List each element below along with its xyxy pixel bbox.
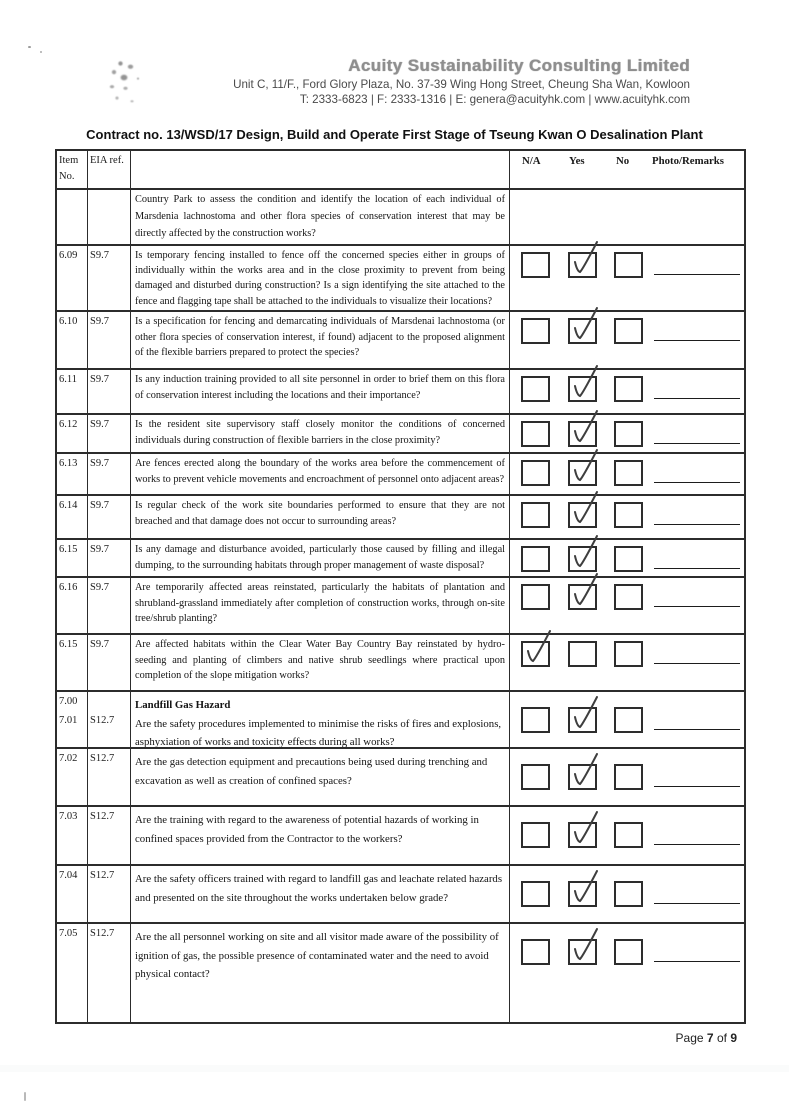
question-cell: Is any induction training provided to all site personnel in order to brief them on this flora of conservation interest including the locations and their importance? xyxy=(131,370,510,413)
no-checkbox xyxy=(614,822,643,848)
item-no-cell: 7.03 xyxy=(57,807,88,864)
na-checkbox xyxy=(521,376,550,402)
scan-artifact xyxy=(28,46,31,48)
checklist-row xyxy=(57,692,744,749)
item-no-cell: 7.04 xyxy=(57,866,88,922)
yes-checkbox xyxy=(568,376,597,402)
no-column-label: No xyxy=(616,155,630,167)
remarks-line xyxy=(654,443,740,444)
yes-checkbox xyxy=(568,764,597,790)
scan-artifact xyxy=(0,1065,789,1072)
response-cell xyxy=(510,924,743,1022)
checklist-row xyxy=(57,578,744,635)
checklist-row xyxy=(57,924,744,1022)
contract-title: Contract no. 13/WSD/17 Design, Build and Operate First Stage of Tseung Kwan O Desalination Plant xyxy=(86,127,703,142)
question-cell: Are the gas detection equipment and precautions being used during trenching and excavation as well as creation of confined spaces? xyxy=(131,749,510,805)
na-checkbox xyxy=(521,822,550,848)
na-checkbox xyxy=(521,881,550,907)
section-heading: Landfill Gas Hazard xyxy=(135,699,231,711)
eia-ref-cell: S12.7 xyxy=(88,866,131,922)
tick-mark-icon xyxy=(568,694,602,732)
response-cell xyxy=(510,635,743,690)
tick-mark-icon xyxy=(568,809,602,847)
no-checkbox xyxy=(614,376,643,402)
tick-mark-icon xyxy=(568,408,602,446)
tick-mark-icon xyxy=(568,926,602,964)
tick-mark-icon xyxy=(568,489,602,527)
yes-checkbox xyxy=(568,881,597,907)
question-cell: Is a specification for fencing and demarcating individuals of Marsdenai lachnostoma (or other flora species of conservation interest, if found) adjacent to the proposed alignment of the flexible barriers prepared to protect the species? xyxy=(131,312,510,368)
yes-checkbox xyxy=(568,641,597,667)
table-header-row xyxy=(57,151,744,190)
remarks-line xyxy=(654,903,740,904)
remarks-line xyxy=(654,606,740,607)
remarks-line xyxy=(654,729,740,730)
item-no-cell: 6.13 xyxy=(57,454,88,494)
scan-artifact xyxy=(24,1092,26,1101)
checklist-row xyxy=(57,370,744,415)
no-checkbox xyxy=(614,460,643,486)
checklist-row xyxy=(57,312,744,370)
checklist-row xyxy=(57,246,744,312)
company-contact: T: 2333-6823 | F: 2333-1316 | E: genera@acuityhk.com | www.acuityhk.com xyxy=(299,93,690,106)
yes-checkbox xyxy=(568,502,597,528)
question-cell: Landfill Gas Hazard Are the safety procedures implemented to minimise the risks of fires and explosions, asphyxiation of works and toxicity effects during all works? xyxy=(131,692,510,747)
yes-checkbox xyxy=(568,822,597,848)
remarks-line xyxy=(654,398,740,399)
yes-checkbox xyxy=(568,939,597,965)
response-cell xyxy=(510,496,743,538)
eia-ref-cell: S12.7 xyxy=(88,692,131,747)
no-checkbox xyxy=(614,421,643,447)
eia-ref-cell xyxy=(88,190,131,244)
na-checkbox xyxy=(521,460,550,486)
company-logo-icon xyxy=(103,57,153,111)
no-checkbox xyxy=(614,318,643,344)
na-checkbox xyxy=(521,584,550,610)
eia-ref-cell: S9.7 xyxy=(88,496,131,538)
item-no-cell: 7.05 xyxy=(57,924,88,1022)
tick-mark-icon xyxy=(568,571,602,609)
eia-ref-cell: S9.7 xyxy=(88,540,131,576)
remarks-line xyxy=(654,844,740,845)
na-checkbox xyxy=(521,939,550,965)
question-cell: Is regular check of the work site boundaries performed to ensure that they are not breached and that damage does not occur to surrounding areas? xyxy=(131,496,510,538)
question-cell: Is any damage and disturbance avoided, particularly those caused by filling and illegal dumping, to the surrounding habitats through proper management of waste disposal? xyxy=(131,540,510,576)
tick-mark-icon xyxy=(568,533,602,571)
remarks-line xyxy=(654,568,740,569)
yes-checkbox xyxy=(568,707,597,733)
na-checkbox xyxy=(521,318,550,344)
question-cell: Are temporarily affected areas reinstated, particularly the habitats of plantation and shrubland-grassland immediately after completion of construction works, through on-site tree/shrub planting? xyxy=(131,578,510,633)
question-cell: Are fences erected along the boundary of the works area before the commencement of works to prevent vehicle movements and encroachment of personnel onto adjacent areas? xyxy=(131,454,510,494)
checklist-row xyxy=(57,866,744,924)
tick-mark-icon xyxy=(568,751,602,789)
response-cell xyxy=(510,578,743,633)
photo-remarks-column-label: Photo/Remarks xyxy=(652,155,724,167)
question-cell: Are the training with regard to the awareness of potential hazards of working in confined spaces provided from the Contractor to the workers? xyxy=(131,807,510,864)
remarks-line xyxy=(654,786,740,787)
question-cell: Are the safety officers trained with regard to landfill gas and leachate related hazards and presented on the site throughout the works undertaken below grade? xyxy=(131,866,510,922)
no-checkbox xyxy=(614,502,643,528)
eia-ref-cell: S12.7 xyxy=(88,807,131,864)
item-no-cell: 6.15 xyxy=(57,635,88,690)
yes-checkbox xyxy=(568,584,597,610)
checklist-row xyxy=(57,496,744,540)
na-checkbox xyxy=(521,421,550,447)
no-checkbox xyxy=(614,584,643,610)
yes-checkbox xyxy=(568,421,597,447)
checklist-table xyxy=(55,149,746,1024)
checklist-row xyxy=(57,749,744,807)
response-cell xyxy=(510,866,743,922)
question-cell: Are affected habitats within the Clear Water Bay Country Bay reinstated by hydro-seeding and planting of climbers and native shrub seedlings where practical upon completion of the slope mitigation works? xyxy=(131,635,510,690)
eia-ref-cell: S9.7 xyxy=(88,370,131,413)
eia-ref-cell: S12.7 xyxy=(88,924,131,1022)
eia-ref-cell: S9.7 xyxy=(88,454,131,494)
checklist-row xyxy=(57,807,744,866)
no-checkbox xyxy=(614,641,643,667)
letterhead xyxy=(233,56,690,106)
item-no-cell: 6.15 xyxy=(57,540,88,576)
item-no-cell: 7.00 7.01 xyxy=(57,692,88,747)
eia-ref-cell: S9.7 xyxy=(88,635,131,690)
item-no-cell: 6.11 xyxy=(57,370,88,413)
yes-column-label: Yes xyxy=(569,155,585,167)
remarks-line xyxy=(654,274,740,275)
na-checkbox xyxy=(521,502,550,528)
eia-ref-cell: S9.7 xyxy=(88,312,131,368)
tick-mark-icon xyxy=(568,305,602,343)
no-checkbox xyxy=(614,252,643,278)
response-header xyxy=(510,151,743,188)
na-column-label: N/A xyxy=(522,155,541,167)
remarks-line xyxy=(654,663,740,664)
question-cell: Is temporary fencing installed to fence off the concerned species either in groups of individually within the works area and in the close proximity to prevent from being damaged and disturbed during construction? Is a sign identifying the site attached to the fence and flagging tape shall be attached to the individuals to visualize their locations? xyxy=(131,246,510,310)
checklist-row xyxy=(57,415,744,454)
question-cell: Country Park to assess the condition and identify the location of each individual of Marsdenia lachnostoma and other flora species of conservation interest that may be directly affected by the construction works? xyxy=(131,190,510,244)
company-name: Acuity Sustainability Consulting Limited xyxy=(348,56,690,75)
no-checkbox xyxy=(614,881,643,907)
yes-checkbox xyxy=(568,460,597,486)
checklist-row xyxy=(57,635,744,692)
eia-ref-cell: S9.7 xyxy=(88,578,131,633)
response-cell xyxy=(510,540,743,576)
question-cell: Are the all personnel working on site and all visitor made aware of the possibility of ignition of gas, the possible presence of contaminated water and the need to avoid physical contact? xyxy=(131,924,510,1022)
yes-checkbox xyxy=(568,318,597,344)
item-no-header: Item No. xyxy=(57,151,88,188)
remarks-line xyxy=(654,961,740,962)
no-checkbox xyxy=(614,764,643,790)
checklist-row xyxy=(57,190,744,246)
response-cell xyxy=(510,415,743,452)
remarks-line xyxy=(654,340,740,341)
eia-ref-cell: S9.7 xyxy=(88,415,131,452)
no-checkbox xyxy=(614,546,643,572)
na-checkbox xyxy=(521,252,550,278)
company-address: Unit C, 11/F., Ford Glory Plaza, No. 37-39 Wing Hong Street, Cheung Sha Wan, Kowloon xyxy=(233,78,690,91)
tick-mark-icon xyxy=(568,239,602,277)
tick-mark-icon xyxy=(521,628,555,666)
tick-mark-icon xyxy=(568,447,602,485)
tick-mark-icon xyxy=(568,363,602,401)
no-checkbox xyxy=(614,707,643,733)
na-checkbox xyxy=(521,641,550,667)
na-checkbox xyxy=(521,764,550,790)
na-checkbox xyxy=(521,546,550,572)
response-cell xyxy=(510,749,743,805)
item-no-cell: 6.16 xyxy=(57,578,88,633)
yes-checkbox xyxy=(568,252,597,278)
response-cell xyxy=(510,454,743,494)
question-cell: Is the resident site supervisory staff closely monitor the conditions of concerned individuals during construction of flexible barriers in the close proximity? xyxy=(131,415,510,452)
item-no-cell: 6.10 xyxy=(57,312,88,368)
item-no-cell: 6.12 xyxy=(57,415,88,452)
eia-ref-cell: S9.7 xyxy=(88,246,131,310)
response-cell xyxy=(510,190,743,244)
yes-checkbox xyxy=(568,546,597,572)
response-cell xyxy=(510,246,743,310)
page-number: Page 7 of 9 xyxy=(675,1031,737,1045)
item-no-cell: 6.09 xyxy=(57,246,88,310)
checklist-row xyxy=(57,540,744,578)
checklist-row xyxy=(57,454,744,496)
remarks-line xyxy=(654,524,740,525)
na-checkbox xyxy=(521,707,550,733)
response-cell xyxy=(510,692,743,747)
eia-ref-header: EIA ref. xyxy=(88,151,131,188)
response-cell xyxy=(510,312,743,368)
response-cell xyxy=(510,807,743,864)
response-cell xyxy=(510,370,743,413)
item-no-cell xyxy=(57,190,88,244)
scan-artifact xyxy=(40,51,42,53)
question-header xyxy=(131,151,510,188)
no-checkbox xyxy=(614,939,643,965)
item-no-cell: 6.14 xyxy=(57,496,88,538)
eia-ref-cell: S12.7 xyxy=(88,749,131,805)
tick-mark-icon xyxy=(568,868,602,906)
item-no-cell: 7.02 xyxy=(57,749,88,805)
remarks-line xyxy=(654,482,740,483)
